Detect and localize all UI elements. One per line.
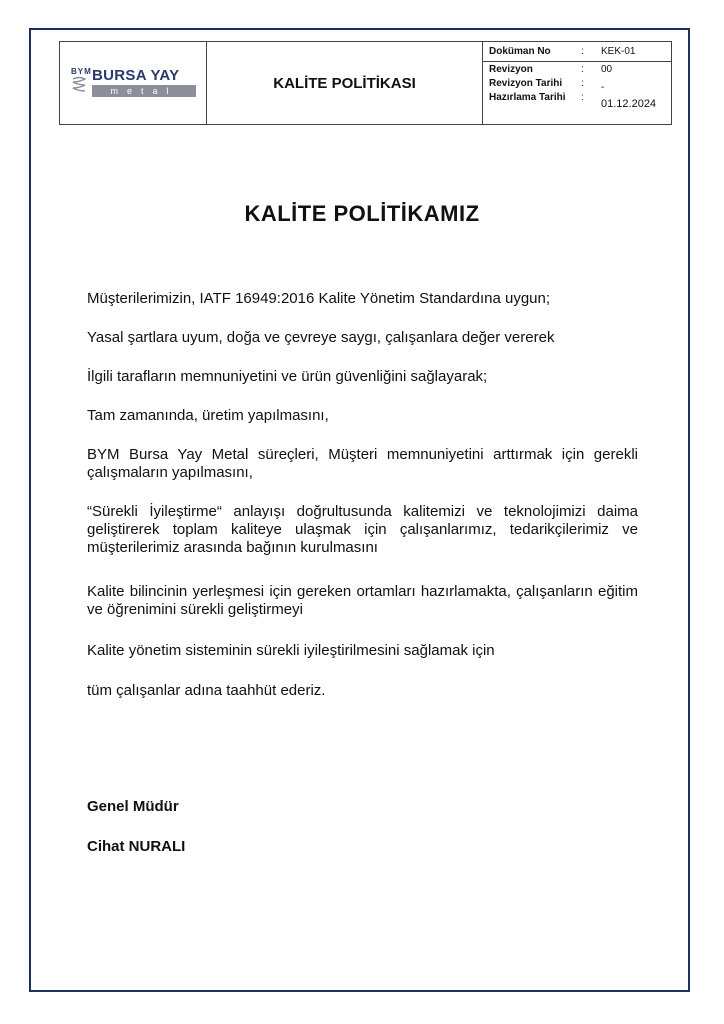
- meta-value: -: [601, 82, 605, 93]
- meta-colon: :: [581, 92, 584, 103]
- meta-label: Revizyon Tarihi: [489, 78, 563, 89]
- meta-row-doc-no: [489, 46, 667, 57]
- meta-value: 00: [601, 64, 613, 75]
- meta-colon: :: [581, 78, 584, 89]
- signatory-role: Genel Müdür: [87, 798, 179, 815]
- policy-paragraph: tüm çalışanlar adına taahhüt ederiz.: [87, 682, 326, 699]
- spring-icon: [69, 76, 89, 100]
- meta-row-prepared-date: [489, 92, 667, 110]
- logo-name: BURSA YAY: [92, 67, 180, 84]
- meta-value: KEK-01: [601, 46, 636, 57]
- policy-paragraph: Müşterilerimizin, IATF 16949:2016 Kalite Yönetim Standardına uygun;: [87, 290, 551, 307]
- document-meta: [483, 42, 671, 124]
- meta-label: Doküman No: [489, 46, 551, 57]
- policy-paragraph: “Sürekli İyileştirme“ anlayışı doğrultusunda kalitemizi ve teknolojimizi daima geliştirerek toplam kaliteye ulaşmak için çalışanlarımız, tedarikçilerimiz ve müşterilerimiz arasında bağının kurulmasını: [87, 503, 638, 556]
- policy-paragraph: Yasal şartlara uyum, doğa ve çevreye saygı, çalışanlara değer vererek: [87, 329, 555, 346]
- document-header: [59, 41, 672, 125]
- meta-divider: [483, 61, 671, 62]
- meta-label: Hazırlama Tarihi: [489, 92, 566, 103]
- meta-label: Revizyon: [489, 64, 533, 75]
- meta-value: 01.12.2024: [601, 98, 657, 110]
- logo-subtitle: metal: [92, 85, 196, 97]
- document-title: KALİTE POLİTİKASI: [273, 74, 416, 92]
- signatory-name: Cihat NURALI: [87, 838, 186, 855]
- header-title-cell: [207, 42, 483, 124]
- policy-paragraph: Kalite bilincinin yerleşmesi için gereken ortamları hazırlamakta, çalışanların eğitim ve öğrenimini sürekli geliştirmeyi: [87, 583, 638, 618]
- policy-paragraph: Kalite yönetim sisteminin sürekli iyileştirilmesini sağlamak için: [87, 642, 495, 659]
- meta-colon: :: [581, 46, 584, 57]
- company-logo: [60, 42, 207, 124]
- logo-mark-text: BYM: [71, 67, 92, 76]
- policy-paragraph: İlgili tarafların memnuniyetini ve ürün güvenliğini sağlayarak;: [87, 368, 488, 385]
- meta-row-revision: [489, 64, 667, 75]
- meta-row-revision-date: [489, 78, 667, 93]
- meta-colon: :: [581, 64, 584, 75]
- policy-paragraph: Tam zamanında, üretim yapılmasını,: [87, 407, 329, 424]
- page-heading: KALİTE POLİTİKAMIZ: [244, 201, 480, 226]
- policy-paragraph: BYM Bursa Yay Metal süreçleri, Müşteri memnuniyetini arttırmak için gerekli çalışmaların yapılmasını,: [87, 446, 638, 481]
